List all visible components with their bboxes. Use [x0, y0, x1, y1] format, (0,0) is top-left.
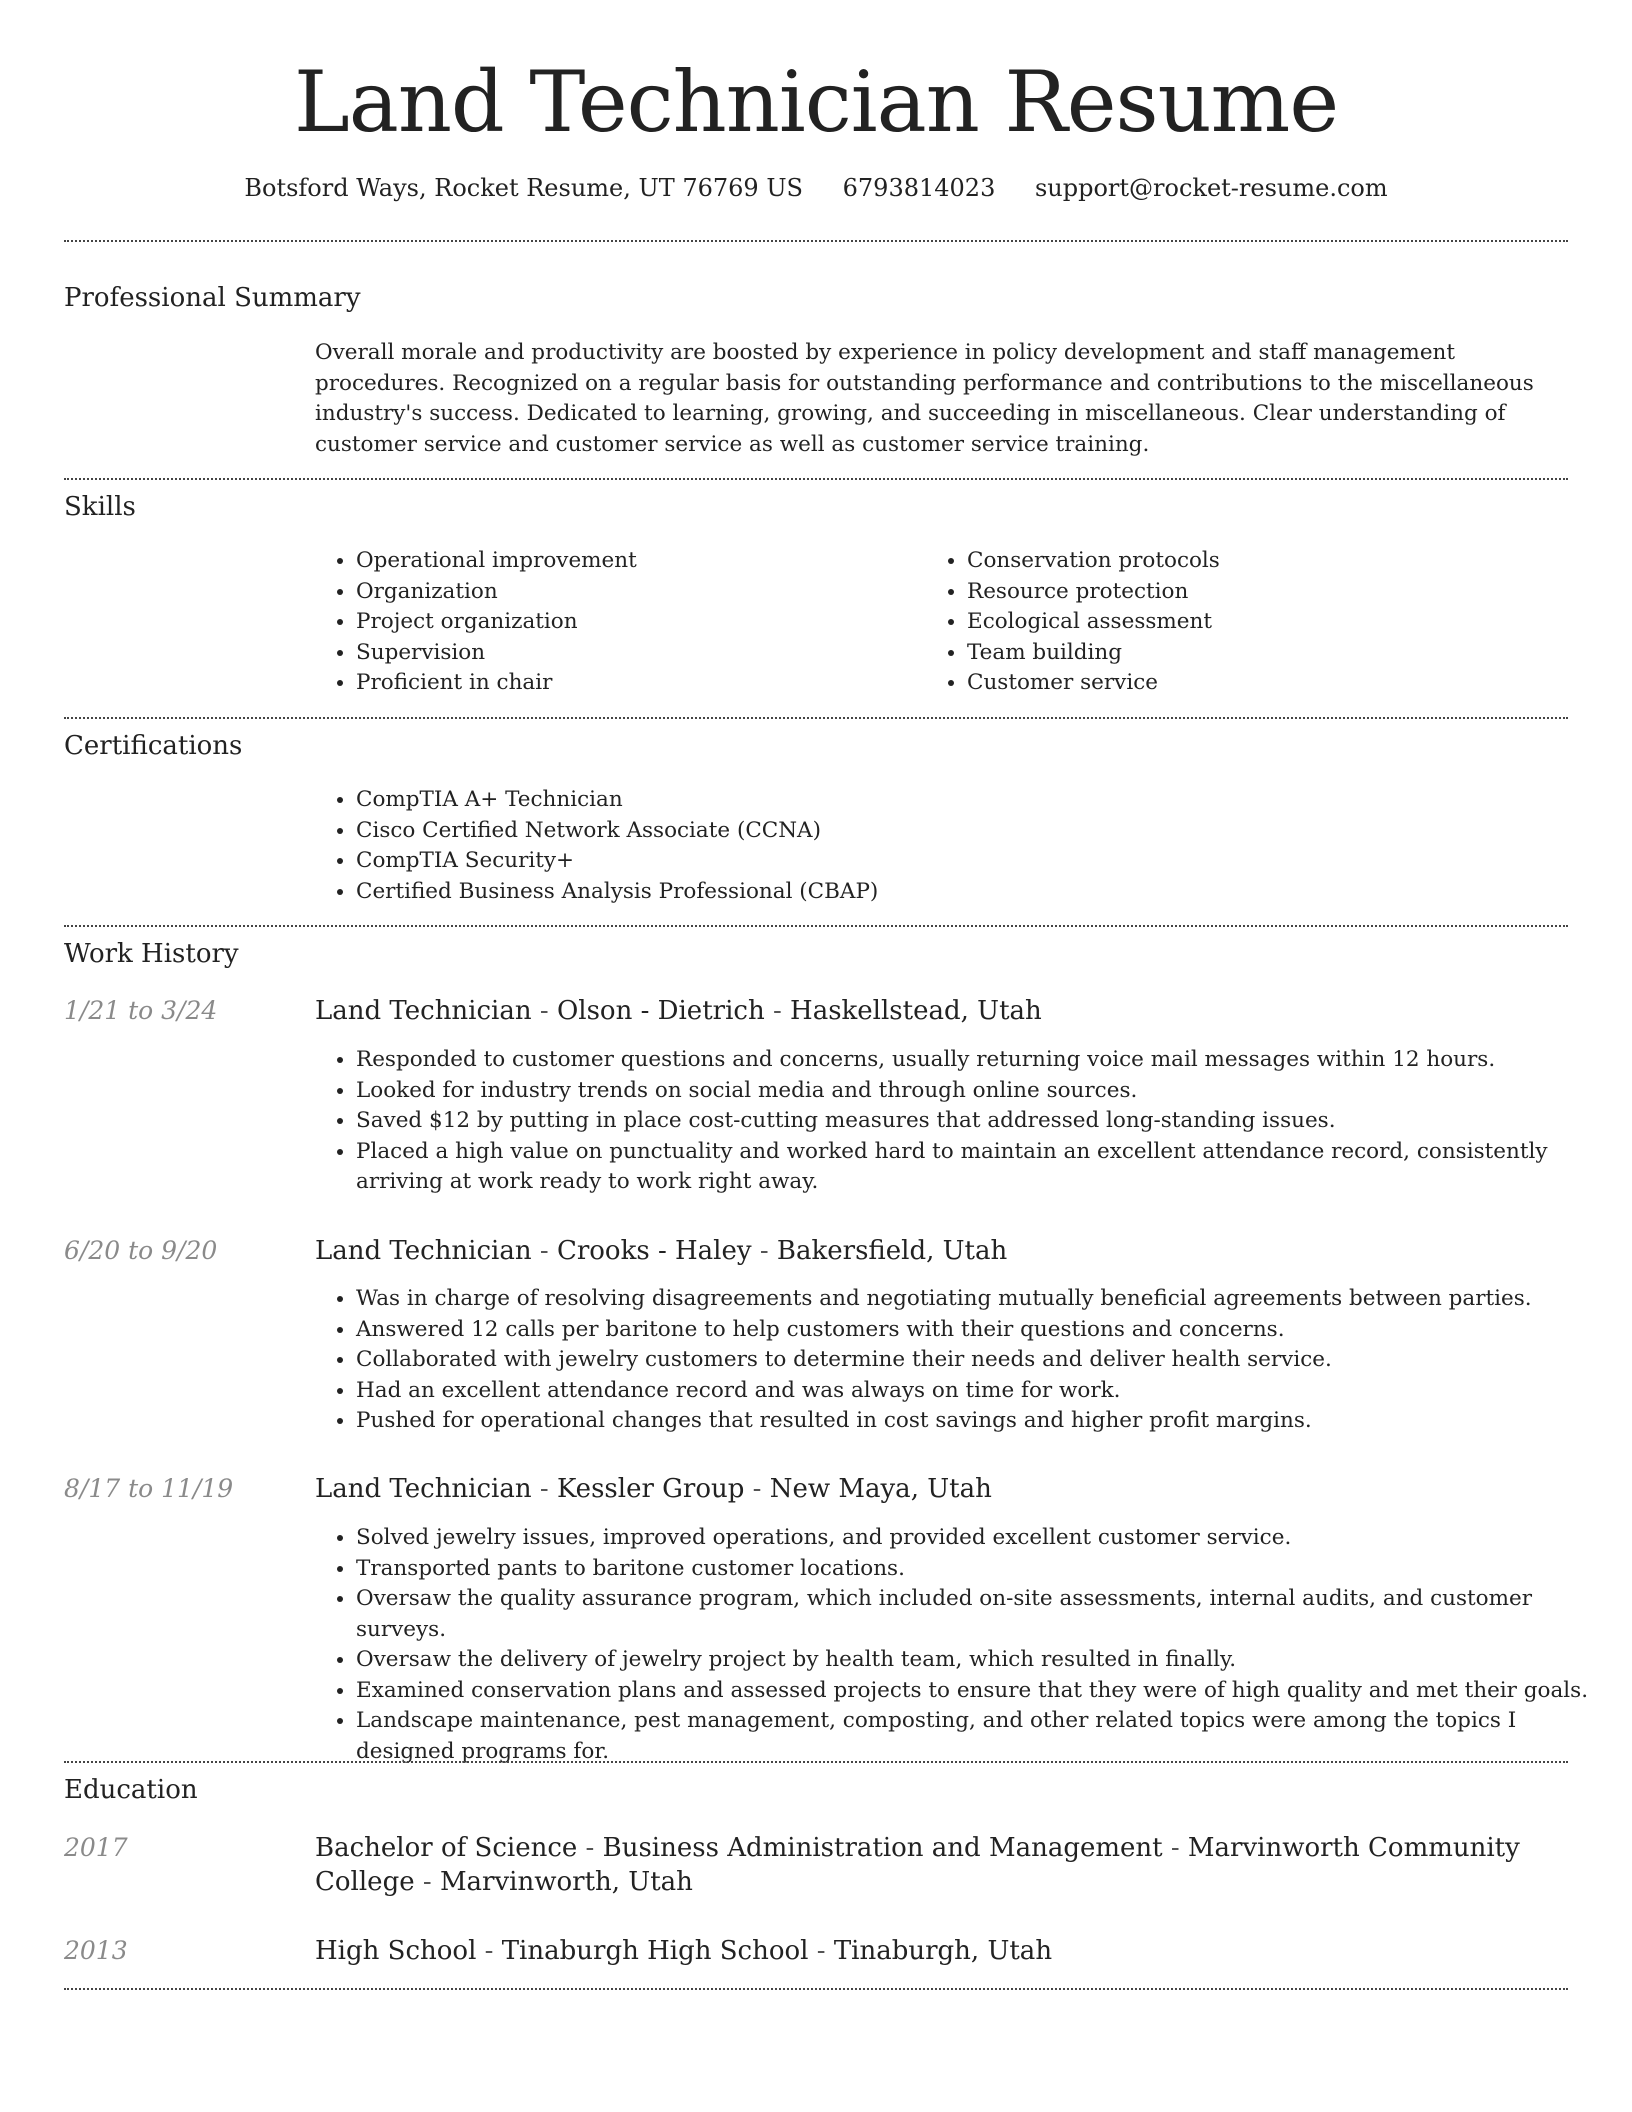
divider [64, 1988, 1568, 1990]
job-dates: 1/21 to 3/24 [64, 996, 218, 1025]
job-header [315, 994, 1555, 1028]
job-header [315, 1472, 1555, 1506]
job-header [315, 1234, 1555, 1268]
job-company: Kessler Group [556, 1474, 745, 1504]
education-heading: Education [64, 1775, 198, 1805]
separator: - [577, 1833, 603, 1863]
job-dates: 8/17 to 11/19 [64, 1474, 234, 1503]
separator: - [764, 996, 791, 1026]
job-bullet: • Had an excellent attendance record and was always on time for work. [356, 1376, 1596, 1407]
skill-item: • Customer service [967, 668, 1567, 699]
job-bullet: • Examined conservation plans and assessed projects to ensure that they were of high quality and met their goals. [356, 1676, 1596, 1707]
separator: - [531, 1236, 557, 1266]
contact-line [0, 171, 1632, 205]
job-bullet: • Answered 12 calls per baritone to help customers with their questions and concerns. [356, 1315, 1596, 1346]
job-company: Crooks - Haley [556, 1236, 752, 1266]
resume-title: Land Technician Resume [293, 53, 1339, 151]
divider [64, 717, 1568, 719]
work-heading: Work History [64, 939, 239, 969]
skill-item: • Operational improvement [356, 546, 916, 577]
job-bullets [312, 1045, 1596, 1198]
education-entry [315, 1831, 1555, 1899]
education-field: Business Administration and Management [602, 1833, 1163, 1863]
education-location: Tinaburgh, Utah [833, 1936, 1053, 1966]
education-year: 2013 [64, 1936, 128, 1965]
job-bullet: • Responded to customer questions and concerns, usually returning voice mail messages within 12 hours. [356, 1045, 1596, 1076]
separator: - [414, 1867, 440, 1897]
education-school: Tinaburgh High School [501, 1936, 809, 1966]
job-bullet: • Solved jewelry issues, improved operations, and provided excellent customer service. [356, 1523, 1596, 1554]
skill-item: • Team building [967, 638, 1567, 669]
separator: - [531, 1474, 557, 1504]
job-company: Olson - Dietrich [556, 996, 765, 1026]
separator: - [808, 1936, 834, 1966]
skill-item: • Proficient in chair [356, 668, 916, 699]
separator: - [751, 1236, 777, 1266]
separator: - [476, 1936, 502, 1966]
job-dates: 6/20 to 9/20 [64, 1236, 218, 1265]
contact-email: support@rocket-resume.com [1034, 174, 1388, 202]
job-title: Land Technician [315, 1236, 532, 1266]
certification-item: • CompTIA A+ Technician [356, 785, 1596, 816]
summary-text: Overall morale and productivity are boosted by experience in policy development and staff management procedures. Recognized on a regular basis for outstanding performance and contributions to the miscellaneous industry's success. Dedicated to learning, growing, and succeeding in miscellaneous. Clear understanding of customer service and customer service as well as customer service training. [315, 340, 1534, 457]
skill-item: • Supervision [356, 638, 916, 669]
job-location: Bakersfield, Utah [776, 1236, 1008, 1266]
job-bullet: • Landscape maintenance, pest management, composting, and other related topics were among the topics I designed programs for. [356, 1706, 1596, 1767]
skill-item: • Organization [356, 577, 916, 608]
job-location: New Maya, Utah [769, 1474, 992, 1504]
education-year: 2017 [64, 1833, 128, 1862]
certification-item: • Certified Business Analysis Professional (CBAP) [356, 877, 1596, 908]
job-bullet: • Placed a high value on punctuality and worked hard to maintain an excellent attendance record, consistently arriving at work ready to work right away. [356, 1137, 1596, 1198]
certifications-heading: Certifications [64, 731, 243, 761]
skill-item: • Conservation protocols [967, 546, 1567, 577]
education-school: Marvinworth Community College [315, 1833, 1520, 1897]
separator: - [744, 1474, 770, 1504]
education-degree: Bachelor of Science [315, 1833, 578, 1863]
contact-phone: 6793814023 [842, 174, 996, 202]
job-bullet: • Looked for industry trends on social media and through online sources. [356, 1076, 1596, 1107]
job-bullets [312, 1523, 1596, 1767]
skills-list-right [923, 546, 1567, 699]
divider [64, 925, 1568, 927]
education-entry [315, 1934, 1555, 1968]
separator: - [531, 996, 557, 1026]
divider [64, 478, 1568, 480]
job-bullet: • Saved $12 by putting in place cost-cutting measures that addressed long-standing issues. [356, 1106, 1596, 1137]
separator: - [1162, 1833, 1188, 1863]
job-bullet: • Transported pants to baritone customer locations. [356, 1554, 1596, 1585]
job-bullet: • Pushed for operational changes that resulted in cost savings and higher profit margins. [356, 1406, 1596, 1437]
skills-heading: Skills [64, 492, 136, 522]
job-bullet: • Collaborated with jewelry customers to determine their needs and deliver health service. [356, 1345, 1596, 1376]
job-bullet: • Oversaw the quality assurance program, which included on-site assessments, internal audits, and customer surveys. [356, 1584, 1596, 1645]
skill-item: • Project organization [356, 607, 916, 638]
divider [64, 240, 1568, 242]
summary-heading: Professional Summary [64, 283, 361, 313]
certification-item: • CompTIA Security+ [356, 846, 1596, 877]
certification-item: • Cisco Certified Network Associate (CCNA) [356, 816, 1596, 847]
certifications-list [312, 785, 1596, 907]
education-location: Marvinworth, Utah [439, 1867, 693, 1897]
contact-address: Botsford Ways, Rocket Resume, UT 76769 US [244, 174, 803, 202]
skill-item: • Ecological assessment [967, 607, 1567, 638]
job-title: Land Technician [315, 996, 532, 1026]
job-bullet: • Was in charge of resolving disagreements and negotiating mutually beneficial agreements between parties. [356, 1284, 1596, 1315]
job-location: Haskellstead, Utah [790, 996, 1042, 1026]
divider [64, 1761, 1568, 1763]
skill-item: • Resource protection [967, 577, 1567, 608]
job-bullets [312, 1284, 1596, 1437]
skills-list-left [312, 546, 916, 699]
job-title: Land Technician [315, 1474, 532, 1504]
job-bullet: • Oversaw the delivery of jewelry project by health team, which resulted in finally. [356, 1645, 1596, 1676]
education-degree: High School [315, 1936, 477, 1966]
